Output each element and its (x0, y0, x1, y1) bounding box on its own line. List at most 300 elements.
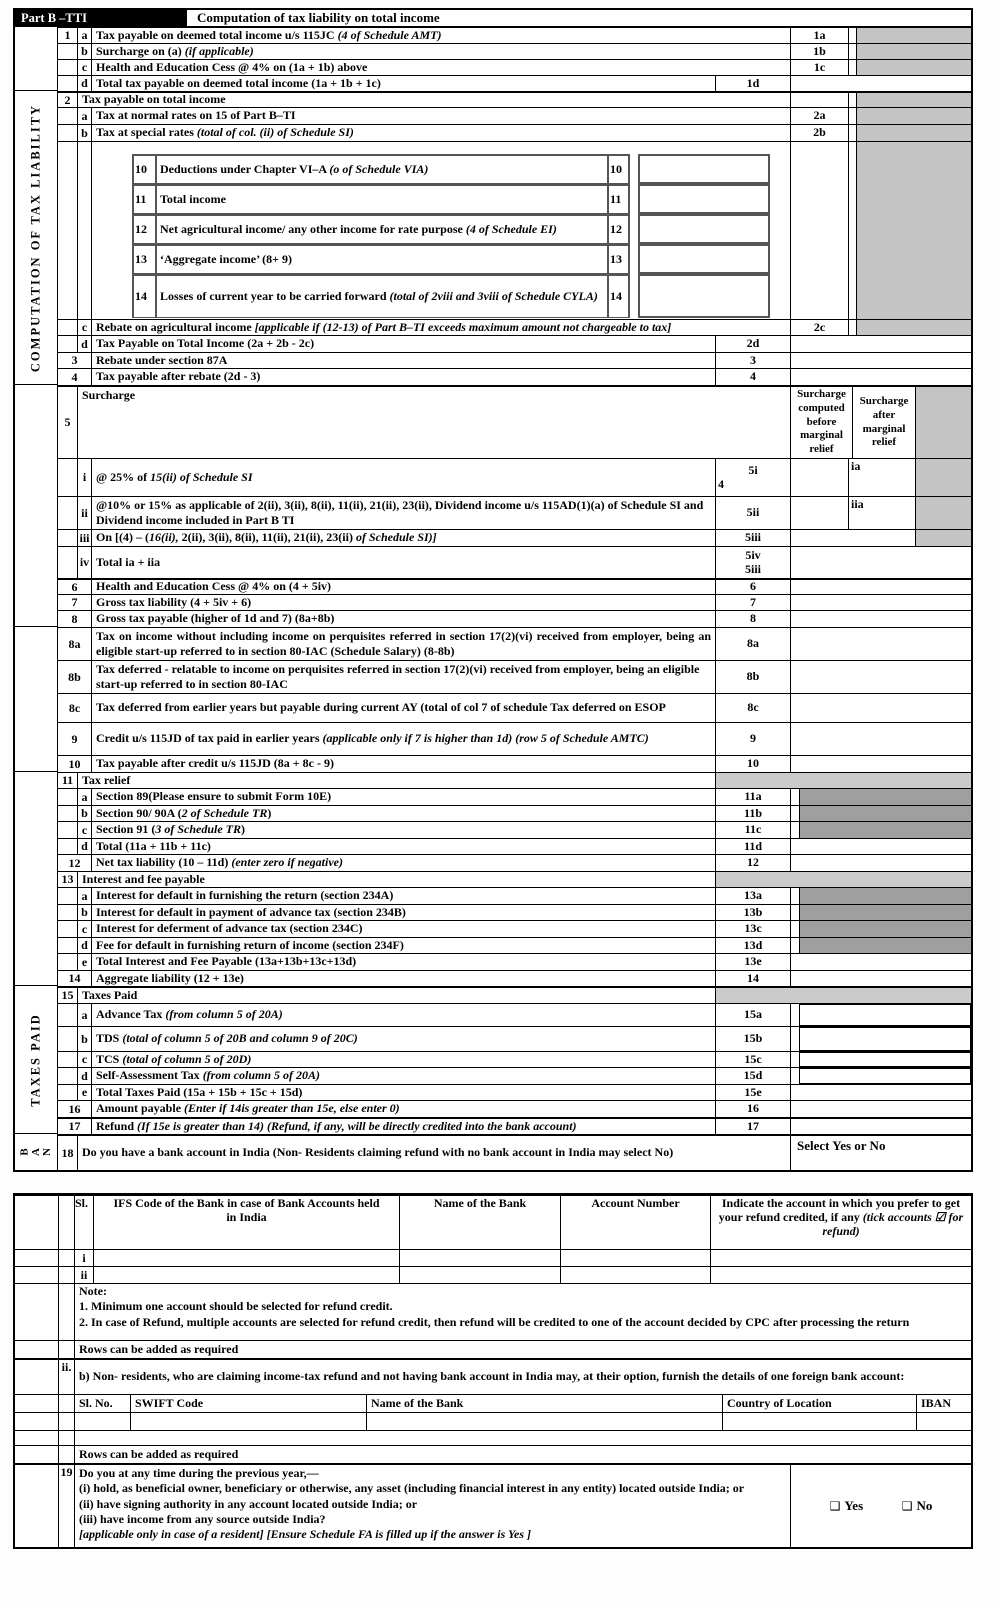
value-field-10[interactable] (790, 756, 971, 772)
value-field-1d[interactable] (790, 76, 971, 91)
text-segment: Tax payable on deemed total income u/s 115JC (96, 28, 338, 42)
q19-yes-option[interactable] (830, 1498, 864, 1514)
nested-label: 14 (607, 274, 630, 318)
vertical-sidebar (15, 27, 58, 1170)
letter-11c: c (77, 822, 91, 838)
text (96, 1031, 711, 1046)
label-5i (715, 459, 790, 496)
value-field-5iv[interactable] (790, 547, 971, 578)
text-segment: Fee for default in furnishing return of income (section 234F) (96, 938, 404, 952)
sidebar-bank-letters (15, 1134, 57, 1170)
row-2d (58, 335, 971, 352)
value-strip-11a[interactable] (790, 789, 799, 805)
value-strip-11b[interactable] (790, 806, 799, 821)
num-15a (58, 1004, 77, 1026)
sidebar-label: TAXES PAID (28, 1012, 43, 1107)
text-segment: (o of Schedule VIA) (329, 162, 429, 176)
swift-input-0[interactable] (74, 1413, 130, 1430)
row-label: 11c (744, 822, 762, 837)
text (96, 731, 711, 746)
swift-input-1[interactable] (130, 1413, 366, 1430)
surcharge-before-header (790, 387, 852, 458)
account-input-i[interactable] (560, 1250, 710, 1266)
swift-input-2[interactable] (366, 1413, 722, 1430)
text-segment: Gross tax liability (4 + 5iv + 6) (96, 595, 252, 609)
sidebar-segment-2 (15, 385, 57, 627)
text-segment: Total (11a + 11b + 11c) (96, 839, 211, 853)
gray-block-11c (799, 822, 971, 838)
left-col2 (58, 1267, 74, 1283)
row-8a (58, 627, 971, 660)
label-5iii (715, 530, 790, 546)
desc-15c (91, 1052, 715, 1067)
select-yes-no-cell[interactable]: Select Yes or No (790, 1136, 971, 1170)
gray-block-13a (799, 888, 971, 904)
text-segment: (4 of Schedule AMT) (337, 28, 442, 42)
account-input-ii[interactable] (560, 1267, 710, 1283)
row-11 (58, 772, 971, 788)
note-line: 1. Minimum one account should be selected for refund credit. (79, 1299, 393, 1314)
text-segment: Total tax payable on deemed total income (1a + 1b + 1c) (96, 76, 381, 90)
swift-input-4[interactable] (916, 1413, 971, 1430)
num-5iii (58, 530, 77, 546)
desc-11 (77, 773, 715, 788)
text-segment: TCS (96, 1052, 123, 1066)
num-11d (58, 839, 77, 854)
refund-tick-i[interactable] (710, 1250, 971, 1266)
q19-line: (iii) have income from any source outside India? (79, 1512, 326, 1527)
label-11c (715, 822, 790, 838)
text (96, 353, 711, 368)
label-13e (715, 954, 790, 970)
text (96, 555, 711, 570)
num-8b: 8b (68, 669, 81, 684)
desc-1c (91, 60, 790, 75)
swift-header-row (15, 1394, 971, 1412)
text-segment: 15(ii) of Schedule SI (150, 469, 253, 484)
left-col2 (58, 1284, 74, 1340)
text (96, 839, 711, 854)
row-label: 1c (813, 60, 826, 74)
nested-row-n13 (132, 244, 770, 274)
sidebar-segment-4 (15, 772, 57, 986)
nested-value-field[interactable] (638, 154, 770, 184)
row-label: 1a (813, 28, 826, 42)
num-nested (58, 142, 77, 319)
row-label: 4 (750, 369, 756, 384)
text (96, 1007, 711, 1022)
value-field-15e[interactable] (790, 1085, 971, 1100)
q19-line: (i) hold, as beneficial owner, beneficiary or otherwise, any asset (including financial interest in any entity) located outside India; or (79, 1481, 745, 1496)
value-field-12[interactable] (790, 855, 971, 871)
row-label: 5iv (745, 547, 761, 562)
desc-15 (77, 988, 715, 1003)
nested-num: 10 (132, 154, 155, 184)
bankname-input-ii[interactable] (399, 1267, 560, 1283)
num-10: 10 (68, 756, 81, 771)
row-label: 2b (813, 125, 826, 140)
bank-note-row (15, 1283, 971, 1340)
num-1c (58, 60, 77, 75)
gray-block-13c (799, 921, 971, 937)
value-field-3[interactable] (790, 353, 971, 368)
text-segment: [applicable if (12-13) of Part B–TI exceeds maximum amount not chargeable to tax] (254, 320, 672, 334)
surcharge-col2 (854, 395, 914, 450)
value-after-relief-5ii[interactable] (848, 497, 915, 529)
text-segment: Amount payable (96, 1101, 185, 1116)
num-8a: 8a (68, 636, 81, 651)
row-8b (58, 660, 971, 693)
text-segment: 2 of Schedule TR (181, 806, 268, 820)
letter-5iii: iii (77, 530, 91, 546)
text-segment: On [(4) – ( (96, 530, 149, 545)
checkbox-icon[interactable]: ❑ (829, 1499, 841, 1513)
sub-label: ia (851, 459, 861, 473)
letter-15c: c (77, 1052, 91, 1067)
left-col1 (15, 1465, 58, 1547)
label-col-cont (790, 142, 848, 319)
checkbox-label: No (916, 1498, 933, 1513)
sidebar-segment-0 (15, 27, 57, 91)
value-strip-2a[interactable] (848, 108, 856, 124)
text-segment: Tax on income without including income on perquisites referred in section 17(2)(vi) received from employer, being an eligible start-up referred to in section 80-IAC (Schedule Salary) (8-8b) (96, 628, 711, 658)
text (96, 822, 711, 837)
rotated-letter: N (41, 1148, 54, 1156)
desc-13e (91, 954, 715, 970)
text-segment: Total Interest and Fee Payable (13a+13b+13c+13d) (96, 954, 357, 969)
row-label: 5ii (746, 505, 760, 520)
value-strip-15c (790, 1052, 799, 1067)
text-segment: Surcharge computed before marginal relief (797, 388, 846, 456)
text (96, 108, 786, 123)
rows-note-row (15, 1340, 971, 1358)
text-segment: (tick accounts ☑ for refund) (822, 1209, 964, 1238)
label-15c (715, 1052, 790, 1067)
value-field-6[interactable] (790, 580, 971, 594)
nested-label: 13 (607, 244, 630, 274)
text-segment: (total of column 5 of 20D) (122, 1052, 252, 1066)
text-segment: Tax payable after rebate (2d - 3) (96, 369, 261, 384)
num-13a (58, 888, 77, 904)
text-segment: ) (267, 806, 272, 820)
value-field-16[interactable] (790, 1101, 971, 1117)
value-field-9[interactable] (790, 723, 971, 755)
num-1b (58, 44, 77, 59)
label-1d (715, 76, 790, 91)
gray-block-13b (799, 905, 971, 920)
text-segment: Credit u/s 115JD of tax paid in earlier years (96, 731, 323, 746)
value-before-relief-5ii[interactable] (790, 497, 848, 529)
label-2c (790, 320, 848, 335)
desc-2b (91, 125, 790, 141)
row-label: 1b (813, 44, 826, 58)
row-8c (58, 693, 971, 722)
row-9 (58, 722, 971, 755)
label-15d (715, 1068, 790, 1084)
text-segment: Gross tax payable (higher of 1d and 7) (8a+8b) (96, 611, 335, 626)
gray-strip-13 (715, 872, 971, 887)
bank-row-num: i (74, 1250, 93, 1266)
text-segment: Advance Tax (96, 1007, 166, 1022)
letter-15b: b (77, 1027, 91, 1051)
ifs-input-ii[interactable] (93, 1267, 399, 1283)
text-segment: Indicate the account in which you prefer to get your refund credited, if any (718, 1196, 961, 1224)
part-b-tti-table (13, 8, 973, 1172)
text (160, 162, 428, 177)
desc-15b (91, 1027, 715, 1051)
text-segment: Surcharge after marginal relief (859, 395, 909, 449)
value-strip-13b[interactable] (790, 905, 799, 920)
label-5ii (715, 497, 790, 529)
value-field-14[interactable] (790, 971, 971, 986)
label-4 (715, 369, 790, 385)
num-18: 18 (61, 1145, 74, 1160)
desc-8c (91, 694, 715, 722)
text-segment: (from column 5 of 20A) (165, 1007, 283, 1022)
text-segment: Total ia + iia (96, 554, 161, 569)
value-strip-13d[interactable] (790, 938, 799, 953)
spacer-cell (74, 1431, 971, 1445)
letter-1c: c (77, 60, 91, 75)
left-col2 (58, 1250, 74, 1266)
text-segment: Tax relief (82, 773, 131, 787)
desc-11a (91, 789, 715, 805)
text (96, 530, 711, 545)
row-13 (58, 871, 971, 887)
value-after-relief-5i[interactable] (848, 459, 915, 496)
value-strip-13a[interactable] (790, 888, 799, 904)
desc-1b (91, 44, 790, 59)
q19-no-option[interactable] (902, 1498, 933, 1514)
gray-block-2 (856, 93, 971, 107)
refund-tick-ii[interactable] (710, 1267, 971, 1283)
value-field-8a[interactable] (790, 628, 971, 660)
nested-row-n10 (132, 154, 770, 184)
swift-col-bankname: Name of the Bank (366, 1395, 722, 1412)
desc-13c (91, 921, 715, 937)
num-8: 8 (71, 611, 78, 626)
label-15a (715, 1004, 790, 1026)
letter-13d: d (77, 938, 91, 953)
part-label: Part B –TTI (15, 10, 187, 26)
value-strip-1c[interactable] (848, 60, 856, 75)
text-segment: Tax deferred - relatable to income on perquisites referred in section 17(2)(vi) received from employer, being an eligible start-up referred to in section 80-IAC (96, 661, 700, 691)
text-segment: Interest for default in payment of advance tax (section 234B) (96, 905, 406, 919)
value-field-15c[interactable] (799, 1052, 971, 1067)
row-label: 7 (750, 595, 756, 609)
text-segment: (4 of Schedule EI) (465, 222, 557, 236)
letter-11b: b (77, 806, 91, 821)
nested-gap (630, 214, 638, 244)
left-col2: 19 (58, 1465, 74, 1547)
value-strip-1a[interactable] (848, 28, 856, 43)
nested-desc (155, 274, 607, 318)
num-13e (58, 954, 77, 970)
text (96, 629, 711, 660)
value-strip-15b (790, 1027, 799, 1051)
row-8 (58, 610, 971, 627)
value-field-8c[interactable] (790, 694, 971, 722)
text (96, 806, 711, 821)
row-5i (58, 458, 971, 496)
row-label: 8b (746, 669, 760, 684)
bankname-input-i[interactable] (399, 1250, 560, 1266)
value-strip-2c[interactable] (848, 320, 856, 335)
value-field-17[interactable] (790, 1119, 971, 1134)
text (96, 76, 711, 91)
value-field-2d[interactable] (790, 336, 971, 352)
bank-col-sl: Sl. (74, 1196, 93, 1249)
value-strip-1b[interactable] (848, 44, 856, 59)
label-8a (715, 628, 790, 660)
row-label: 11a (744, 789, 762, 804)
row-label: 15e (744, 1085, 762, 1099)
row-7 (58, 594, 971, 610)
left-col2 (58, 1431, 74, 1445)
num-1d (58, 76, 77, 91)
nested-value-field[interactable] (638, 214, 770, 244)
swift-empty-row (15, 1412, 971, 1430)
label-8c (715, 694, 790, 722)
label-11d (715, 839, 790, 854)
left-col1 (15, 1267, 58, 1283)
row-15b (58, 1026, 971, 1051)
value-field-5iii[interactable] (790, 530, 915, 546)
row-label: 8c (747, 700, 759, 715)
row-13e (58, 953, 971, 970)
letter-15e: e (77, 1085, 91, 1100)
gray-strip-11 (715, 773, 971, 788)
value-strip-11c[interactable] (790, 822, 799, 838)
ifs-input-i[interactable] (93, 1250, 399, 1266)
value-strip-2b[interactable] (848, 125, 856, 141)
gray-block-1c (856, 60, 971, 75)
nested-gap (630, 154, 638, 184)
nested-value-field[interactable] (638, 274, 770, 318)
row-1c (58, 59, 971, 75)
part-header (15, 10, 971, 27)
main-rows (58, 27, 971, 1170)
row-label: 15a (744, 1007, 762, 1022)
text-segment: 16(ii), (149, 530, 179, 545)
row-label: 13a (744, 888, 762, 903)
letter-13a: a (77, 888, 91, 904)
bank-data-row-i (15, 1249, 971, 1266)
value-field-4[interactable] (790, 369, 971, 385)
checkbox-icon[interactable]: ❑ (901, 1499, 913, 1513)
row-10 (58, 755, 971, 772)
label-11b (715, 806, 790, 821)
nested-value-field[interactable] (638, 184, 770, 214)
row-13b (58, 904, 971, 920)
row-label: 11d (743, 839, 762, 853)
value-before-relief-5i[interactable] (790, 459, 848, 496)
value-field-7[interactable] (790, 595, 971, 610)
rows-note-row-2 (15, 1445, 971, 1463)
note-line: Note: (79, 1284, 107, 1298)
value-field-13e[interactable] (790, 954, 971, 970)
desc-3 (91, 353, 715, 368)
text (96, 756, 711, 771)
gray-block-11a (799, 789, 971, 805)
label-6 (715, 580, 790, 594)
nested-desc (155, 154, 607, 184)
row-2c (58, 319, 971, 335)
value-field-15d[interactable] (799, 1068, 971, 1084)
nested-num: 14 (132, 274, 155, 318)
label-1a (790, 28, 848, 43)
gray-block-2a (856, 108, 971, 124)
desc-14 (91, 971, 715, 986)
text-segment: Interest for default in furnishing the return (section 234A) (96, 888, 394, 903)
letter-11a: a (77, 789, 91, 805)
value-field-15b[interactable] (799, 1027, 971, 1051)
text (160, 252, 292, 267)
num-16: 16 (68, 1101, 81, 1116)
bank-col-indicate (710, 1196, 971, 1249)
text-segment: Tax payable after credit u/s 115JD (8a + 8c - 9) (96, 756, 334, 771)
row-label: 15c (744, 1052, 762, 1066)
label-2d (715, 336, 790, 352)
value-strip-13c[interactable] (790, 921, 799, 937)
letter-15d: d (77, 1068, 91, 1084)
num-5ii (58, 497, 77, 529)
text (96, 470, 711, 485)
left-col1 (15, 1250, 58, 1266)
left-col1 (15, 1413, 58, 1430)
gray-block-11b (799, 806, 971, 821)
text-segment: Surcharge on (a) (96, 44, 185, 58)
q19-line: (ii) have signing authority in any account located outside India; or (79, 1496, 418, 1511)
surcharge-after-header (852, 387, 915, 458)
label-1c (790, 60, 848, 75)
swift-col-iban: IBAN (916, 1395, 971, 1412)
row-11b (58, 805, 971, 821)
row-label: 6 (750, 580, 756, 594)
text (96, 888, 711, 903)
num-15: 15 (61, 988, 74, 1002)
row-label: 15b (743, 1031, 763, 1046)
nested-value-field[interactable] (638, 244, 770, 274)
label-13a (715, 888, 790, 904)
label-1b (790, 44, 848, 59)
num-6: 6 (71, 580, 78, 594)
desc-15a (91, 1004, 715, 1026)
text-segment: Interest for deferment of advance tax (section 234C) (96, 921, 363, 936)
label-8 (715, 611, 790, 627)
text (96, 971, 711, 986)
text-segment: Losses of current year to be carried forward (160, 289, 390, 303)
label-15b (715, 1027, 790, 1051)
value-field-8[interactable] (790, 611, 971, 627)
desc-1a (91, 28, 790, 43)
left-col1 (15, 1284, 58, 1340)
bank-col-ifs: IFS Code of the Bank in case of Bank Accounts held in India (93, 1196, 399, 1249)
page-title: Computation of tax liability on total income (197, 10, 440, 25)
row-label: 15d (743, 1068, 763, 1083)
value-field-11d[interactable] (790, 839, 971, 854)
value-field-8b[interactable] (790, 661, 971, 693)
row-label: 14 (747, 971, 759, 985)
value-strip-15d (790, 1068, 799, 1084)
swift-input-3[interactable] (722, 1413, 916, 1430)
num-1a: 1 (64, 28, 71, 42)
row-label: 17 (747, 1119, 759, 1133)
row-4 (58, 368, 971, 385)
text (96, 954, 711, 969)
text-segment: @10% or 15% as applicable of 2(ii), 3(ii), 8(ii), 11(ii), 21(ii), 23(ii), Dividend income u/s 115AD(1)(a) of Schedule SI and Dividend income included in Part B TI (96, 497, 704, 527)
value-field-15a[interactable] (799, 1004, 971, 1026)
